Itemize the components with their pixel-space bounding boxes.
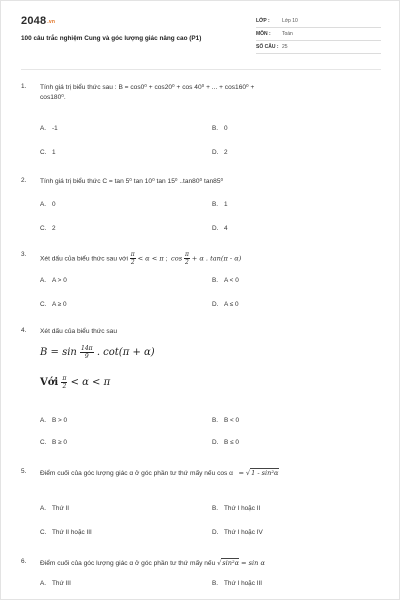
meta-key: SỐ CÂU : <box>256 44 279 50</box>
option-b[interactable]: B. B < 0 <box>212 417 240 424</box>
meta-value: Toán <box>282 31 293 37</box>
option-d[interactable]: D. A ≤ 0 <box>212 301 239 308</box>
option-b[interactable]: B. A < 0 <box>212 277 239 284</box>
question-number: 5. <box>21 468 27 475</box>
option-a[interactable]: A. Thứ III <box>40 580 71 587</box>
option-b[interactable]: B. Thứ I hoặc III <box>212 580 263 587</box>
sqrt-expression: √1 - sin²α <box>245 469 279 477</box>
worksheet-title: 100 câu trắc nghiệm Cung và góc lượng giác nâng cao (P1) <box>21 35 202 42</box>
option-d[interactable]: D. 2 <box>212 149 228 156</box>
option-a[interactable]: A. B > 0 <box>40 417 68 424</box>
question-text-line: cos180⁰. <box>40 94 66 101</box>
option-d[interactable]: D. B ≤ 0 <box>212 439 239 446</box>
option-c[interactable]: C. Thứ II hoặc III <box>40 529 92 536</box>
question-text <box>40 83 370 103</box>
question-number: 1. <box>21 83 27 90</box>
question-number: 3. <box>21 251 27 258</box>
meta-row-count <box>256 41 381 54</box>
question-number: 6. <box>21 558 27 565</box>
option-c[interactable]: C. A ≥ 0 <box>40 301 67 308</box>
question-text: Điểm cuối của góc lượng giác α ở góc phần tư thứ mấy nếu cos α = √1 - sin²α <box>40 469 279 477</box>
option-c[interactable]: C. B ≥ 0 <box>40 439 67 446</box>
question-text-line: Tính giá trị biểu thức sau : B = cos0⁰ + cos20⁰ + cos 40⁰ + ... + cos160⁰ + <box>40 84 255 91</box>
option-b[interactable]: B. 1 <box>212 201 228 208</box>
logo-text: 2048 <box>21 15 47 27</box>
question-text: Xét dấu của biểu thức sau với $\frac{\pi}{2}$ < α < π ; cos $\frac{\pi}{2}$ + α . tan(π - α) <box>40 251 242 266</box>
fraction: $\frac{\pi}{2}$ <box>62 375 67 390</box>
option-a[interactable]: A. -1 <box>40 125 58 132</box>
option-a[interactable]: A. A > 0 <box>40 277 67 284</box>
option-c[interactable]: C. 1 <box>40 149 56 156</box>
question-number: 2. <box>21 177 27 184</box>
meta-row-subject <box>256 28 381 41</box>
meta-value: Lớp 10 <box>282 18 298 24</box>
logo-suffix: .vn <box>47 19 56 25</box>
worksheet-header <box>21 15 381 65</box>
meta-row-class <box>256 15 381 28</box>
formula: B = sin $\frac{14\pi}{9}$ . cot(π + α) <box>40 345 155 360</box>
option-b[interactable]: B. Thứ I hoặc II <box>212 505 261 512</box>
formula-condition: Với $\frac{\pi}{2}$ < α < π <box>40 375 111 390</box>
option-b[interactable]: B. 0 <box>212 125 228 132</box>
fraction: $\frac{14\pi}{9}$ <box>81 345 93 360</box>
fraction: $\frac{\pi}{2}$ <box>130 251 135 266</box>
option-d[interactable]: D. 4 <box>212 225 228 232</box>
meta-key: MÔN : <box>256 31 271 37</box>
header-divider <box>21 69 381 70</box>
meta-key: LỚP : <box>256 18 270 24</box>
question-number: 4. <box>21 327 27 334</box>
option-d[interactable]: D. Thứ I hoặc IV <box>212 529 263 536</box>
question-text: Xét dấu của biểu thức sau <box>40 328 117 335</box>
sqrt-expression: √sin²α <box>217 559 240 567</box>
option-a[interactable]: A. Thứ II <box>40 505 70 512</box>
question-text: Điểm cuối của góc lượng giác α ở góc phần tư thứ mấy nếu √sin²α = sin α <box>40 559 265 567</box>
meta-value: 25 <box>282 44 288 50</box>
option-a[interactable]: A. 0 <box>40 201 56 208</box>
question-text: Tính giá trị biểu thức C = tan 5⁰ tan 10⁰ tan 15⁰ ..tan80⁰ tan85⁰ <box>40 178 224 185</box>
option-c[interactable]: C. 2 <box>40 225 56 232</box>
site-logo[interactable] <box>21 15 55 27</box>
meta-table <box>256 15 381 54</box>
fraction: $\frac{\pi}{2}$ <box>184 251 189 266</box>
